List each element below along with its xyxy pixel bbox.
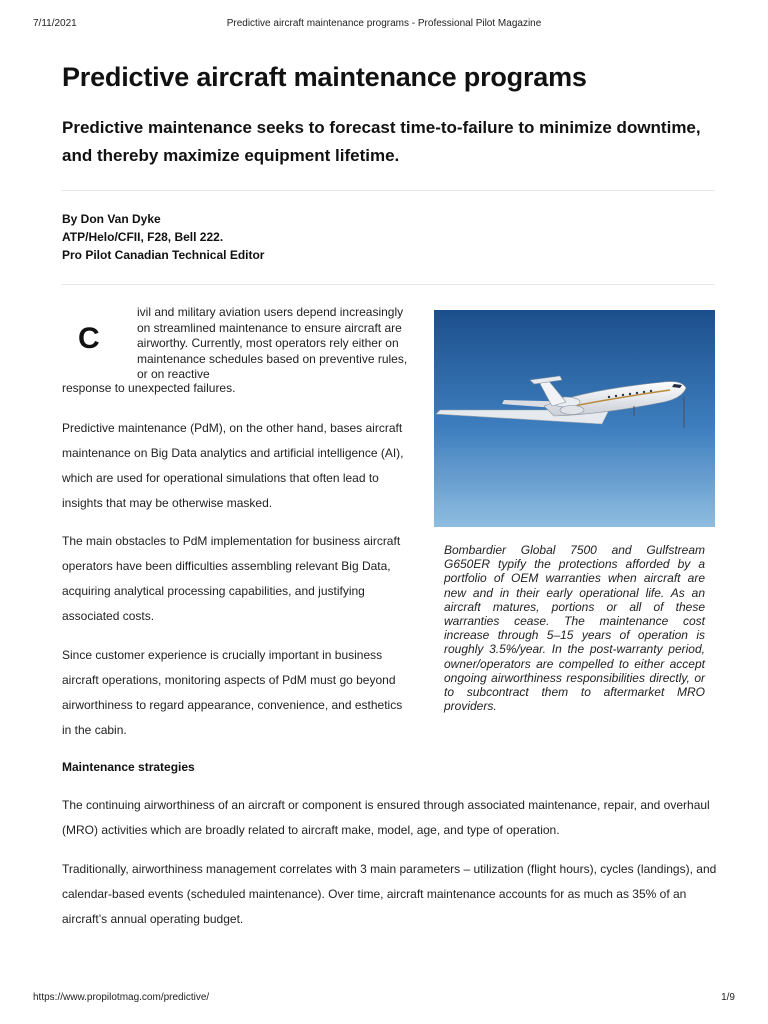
drop-cap: C <box>78 322 100 355</box>
intro-paragraph: ivil and military aviation users depend increasingly on streamlined maintenance to ensure aircraft are airworthy. Currently, most operators rely either on maintenance schedules based on preventive rules, or on reactive <box>137 305 408 381</box>
intro-paragraph-end: response to unexpected failures. <box>62 381 236 395</box>
body-paragraph: Since customer experience is crucially important in business aircraft operations, monitoring aspects of PdM must go beyond airworthiness to regard appearance, convenience, and esthetics in the cabin. <box>62 648 403 737</box>
jet-illustration <box>434 310 715 527</box>
page-number: 1/9 <box>721 992 735 1003</box>
divider <box>62 190 714 191</box>
byline <box>62 210 264 264</box>
print-header-title: Predictive aircraft maintenance programs - Professional Pilot Magazine <box>226 18 542 29</box>
aircraft-photo <box>434 310 715 527</box>
author-role: Pro Pilot Canadian Technical Editor <box>62 248 265 262</box>
author-credentials: ATP/Helo/CFII, F28, Bell 222. <box>62 230 224 244</box>
body-paragraph: Traditionally, airworthiness management correlates with 3 main parameters – utilization (flight hours), cycles (landings), and calendar-based events (scheduled maintenance). Over time, aircraft maintenance accounts for as much as 35% of an aircraft’s annual operating budget. <box>62 862 717 926</box>
author-name: By Don Van Dyke <box>62 212 161 226</box>
body-paragraph: The continuing airworthiness of an aircraft or component is ensured through associated maintenance, repair, and overhaul (MRO) activities which are broadly related to aircraft make, model, age, and type of operation. <box>62 798 710 837</box>
article-title: Predictive aircraft maintenance programs <box>62 62 587 92</box>
section-heading: Maintenance strategies <box>62 760 195 774</box>
body-paragraph: The main obstacles to PdM implementation for business aircraft operators have been difficulties assembling relevant Big Data, acquiring analytical processing capabilities, and justifying associated costs. <box>62 534 401 623</box>
print-footer-url: https://www.propilotmag.com/predictive/ <box>33 992 210 1003</box>
body-paragraph: Predictive maintenance (PdM), on the other hand, bases aircraft maintenance on Big Data analytics and artificial intelligence (AI), which are used for operational simulations that often lead to insights that may be otherwise masked. <box>62 421 404 510</box>
photo-caption: Bombardier Global 7500 and Gulfstream G650ER typify the protections afforded by a portfolio of OEM warranties when aircraft are new and in their early operational life. As an aircraft matures, portions or all of these warranties cease. The maintenance cost increase through 5–15 years of operation is roughly 3.5%/year. In the post-warranty period, owner/operators are compelled to either accept ongoing airworthiness responsibilities directly, or to subcontract them to aftermarket MRO providers. <box>444 543 705 714</box>
divider <box>62 284 714 285</box>
print-date: 7/11/2021 <box>33 18 77 29</box>
article-subtitle: Predictive maintenance seeks to forecast time-to-failure to minimize downtime, and thereby maximize equipment lifetime. <box>62 118 701 165</box>
